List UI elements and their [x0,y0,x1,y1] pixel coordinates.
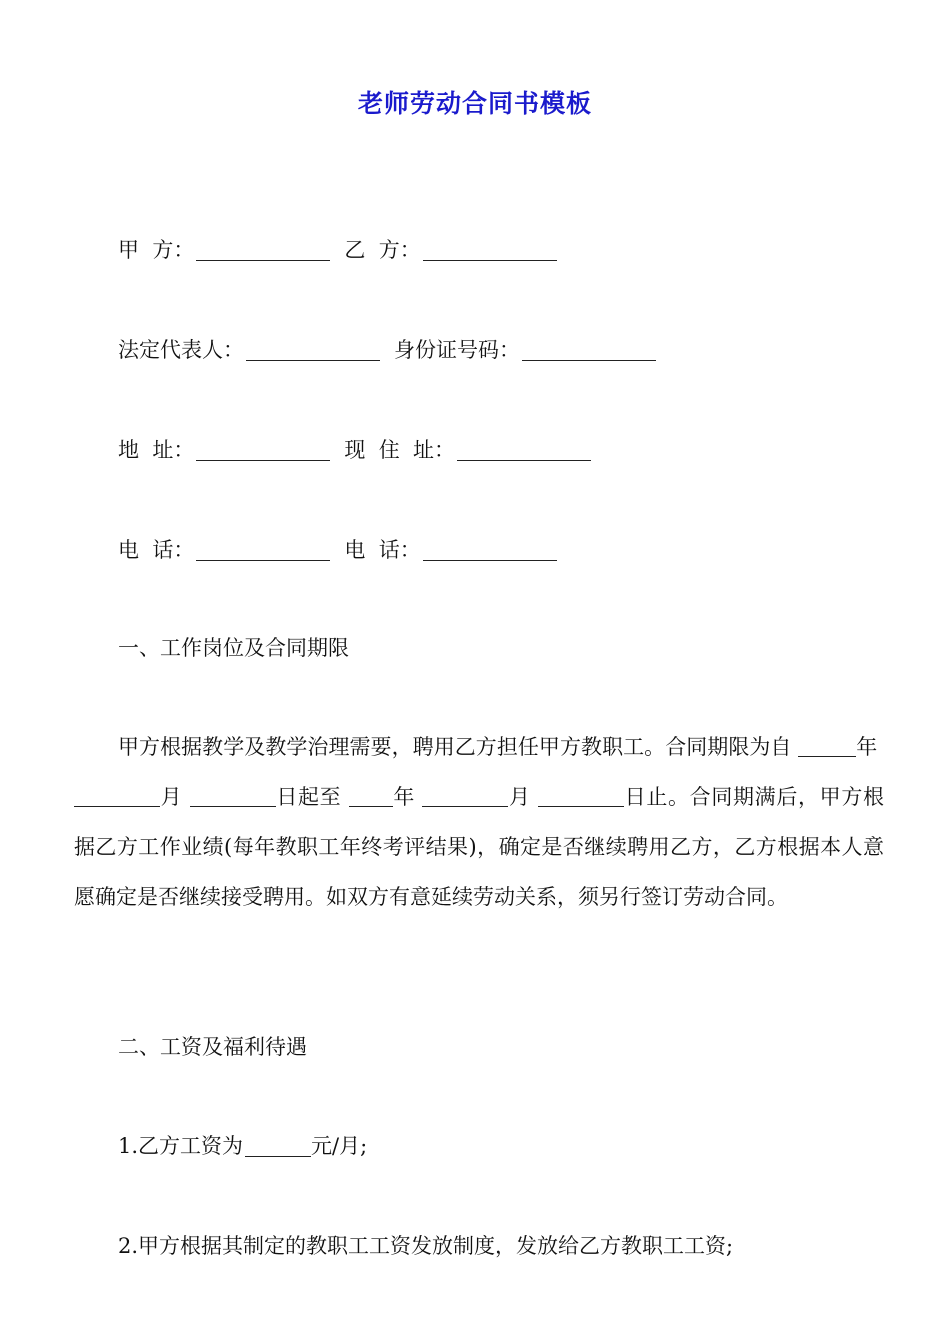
phone-b-blank[interactable] [423,540,557,561]
salary-payment-item: 2.甲方根据其制定的教职工工资发放制度，发放给乙方教职工工资; [118,1234,734,1258]
party-b-label: 乙 方： [344,238,421,262]
start-day-label: 日起至 [275,785,342,809]
phone-b-label: 电 话： [344,538,421,562]
current-address-label: 现 住 址： [344,438,456,462]
salary-item [118,1136,367,1157]
section1-heading: 一、工作岗位及合同期限 [118,636,349,660]
address-blank[interactable] [196,440,330,461]
end-year-label: 年 [392,785,415,809]
salary-suffix: 元/月; [311,1134,368,1158]
phone-a-label: 电 话： [118,538,195,562]
id-number-blank[interactable] [522,340,656,361]
start-day-blank[interactable] [190,788,276,807]
id-number-label: 身份证号码： [394,338,520,362]
address-line [118,440,591,461]
legal-rep-blank[interactable] [246,340,380,361]
end-day-blank[interactable] [538,788,624,807]
document-title: 老师劳动合同书模板 [357,89,592,118]
current-address-blank[interactable] [457,440,591,461]
start-year-blank[interactable] [798,738,842,757]
party-line [118,240,557,261]
salary-blank[interactable] [245,1136,311,1157]
party-a-label: 甲 方： [118,238,195,262]
legal-rep-label: 法定代表人： [118,338,244,362]
start-month-blank[interactable] [74,788,160,807]
term-text-start: 甲方根据教学及教学治理需要，聘用乙方担任甲方教职工。合同期限为自 [118,735,792,759]
section2-heading: 二、工资及福利待遇 [118,1035,307,1059]
section1-paragraph [74,722,884,922]
start-year-blank-2[interactable] [842,738,856,757]
party-a-blank[interactable] [196,240,330,261]
address-label: 地 址： [118,438,195,462]
end-year-blank[interactable] [349,788,393,807]
party-b-blank[interactable] [423,240,557,261]
end-month-label: 月 [508,785,531,809]
salary-prefix: 1.乙方工资为 [118,1134,244,1158]
start-month-label: 月 [160,785,183,809]
term-text-end: 日止。合同期满后，甲方根据乙方工作业绩(每年教职工年终考评结果)，确定是否继续聘用乙方，乙方根据本人意愿确定是否继续接受聘用。如双方有意延续劳动关系，须另行签订劳动合同。 [74,785,884,909]
start-year-label: 年 [856,735,878,759]
phone-line [118,540,557,561]
phone-a-blank[interactable] [196,540,330,561]
end-month-blank[interactable] [422,788,508,807]
legal-rep-line [118,340,656,361]
